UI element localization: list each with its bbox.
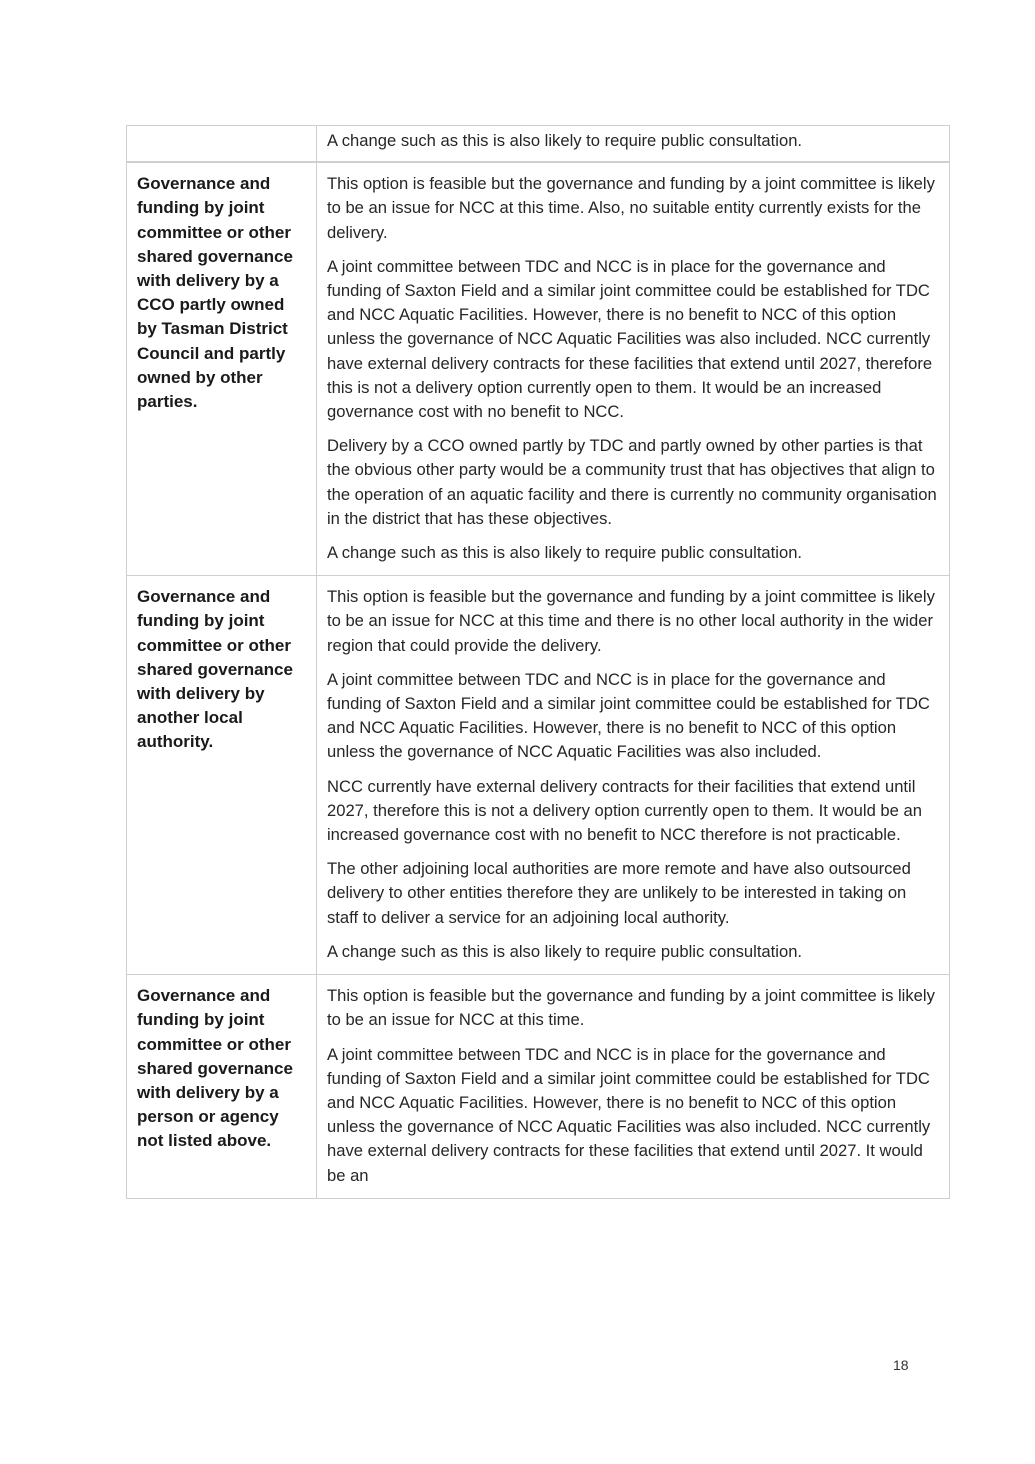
assessment-paragraph: This option is feasible but the governance and funding by a joint committee is likely to be an issue for NCC at this time. Also, no suitable entity currently exists for the delivery. <box>327 174 935 242</box>
assessment-cell <box>317 126 950 163</box>
option-label-cell <box>127 975 317 1199</box>
option-label-cell <box>127 162 317 576</box>
option-label: Governance and funding by joint committee or other shared governance with delivery by a person or agency not listed above. <box>137 986 293 1151</box>
assessment-paragraph: A joint committee between TDC and NCC is in place for the governance and funding of Saxton Field and a similar joint committee could be established for TDC and NCC Aquatic Facilities. However, there is no benefit to NCC of this option unless the governance of NCC Aquatic Facilities was also included. NCC currently have external delivery contracts for these facilities that extend until 2027. It would be an <box>327 1044 931 1185</box>
options-assessment-table <box>126 125 950 1199</box>
assessment-paragraph: This option is feasible but the governance and funding by a joint committee is likely to be an issue for NCC at this time and there is no other local authority in the wider region that could provide the delivery. <box>327 587 935 655</box>
option-label: Governance and funding by joint committee or other shared governance with delivery by another local authority. <box>137 587 293 752</box>
table-row <box>127 975 950 1199</box>
table-row <box>127 162 950 576</box>
assessment-cell <box>317 975 950 1199</box>
option-label: Governance and funding by joint committee or other shared governance with delivery by a CCO partly owned by Tasman District Council and partly owned by other parties. <box>137 174 293 412</box>
option-label-cell <box>127 576 317 975</box>
assessment-cell <box>317 576 950 975</box>
table-row-continued <box>127 126 950 163</box>
assessment-paragraph: This option is feasible but the governance and funding by a joint committee is likely to be an issue for NCC at this time. <box>327 986 935 1030</box>
table-row <box>127 576 950 975</box>
assessment-paragraph: A joint committee between TDC and NCC is in place for the governance and funding of Saxton Field and a similar joint committee could be established for TDC and NCC Aquatic Facilities. However, there is no benefit to NCC of this option unless the governance of NCC Aquatic Facilities was also included. NCC currently have external delivery contracts for these facilities that extend until 2027, therefore this is not a delivery option currently open to them. It would be an increased governance cost with no benefit to NCC. <box>327 256 933 422</box>
assessment-paragraph: A change such as this is also likely to require public consultation. <box>327 131 803 150</box>
assessment-paragraph: A change such as this is also likely to require public consultation. <box>327 543 803 563</box>
assessment-paragraph: NCC currently have external delivery contracts for their facilities that extend until 2027, therefore this is not a delivery option currently open to them. It would be an increased governance cost with no benefit to NCC therefore is not practicable. <box>327 776 922 845</box>
assessment-paragraph: A joint committee between TDC and NCC is in place for the governance and funding of Saxton Field and a similar joint committee could be established for TDC and NCC Aquatic Facilities. However, there is no benefit to NCC of this option unless the governance of NCC Aquatic Facilities was also included. <box>327 669 930 762</box>
assessment-cell <box>317 162 950 576</box>
page-number: 18 <box>893 1357 909 1373</box>
option-label-cell <box>127 126 317 163</box>
assessment-paragraph: Delivery by a CCO owned partly by TDC and partly owned by other parties is that the obvious other party would be a community trust that has objectives that align to the operation of an aquatic facility and there is currently no community organisation in the district that has these objectives. <box>327 436 937 528</box>
assessment-paragraph: The other adjoining local authorities are more remote and have also outsourced delivery to other entities therefore they are unlikely to be interested in taking on staff to deliver a service for an adjoining local authority. <box>327 859 911 927</box>
assessment-paragraph: A change such as this is also likely to require public consultation. <box>327 941 803 961</box>
